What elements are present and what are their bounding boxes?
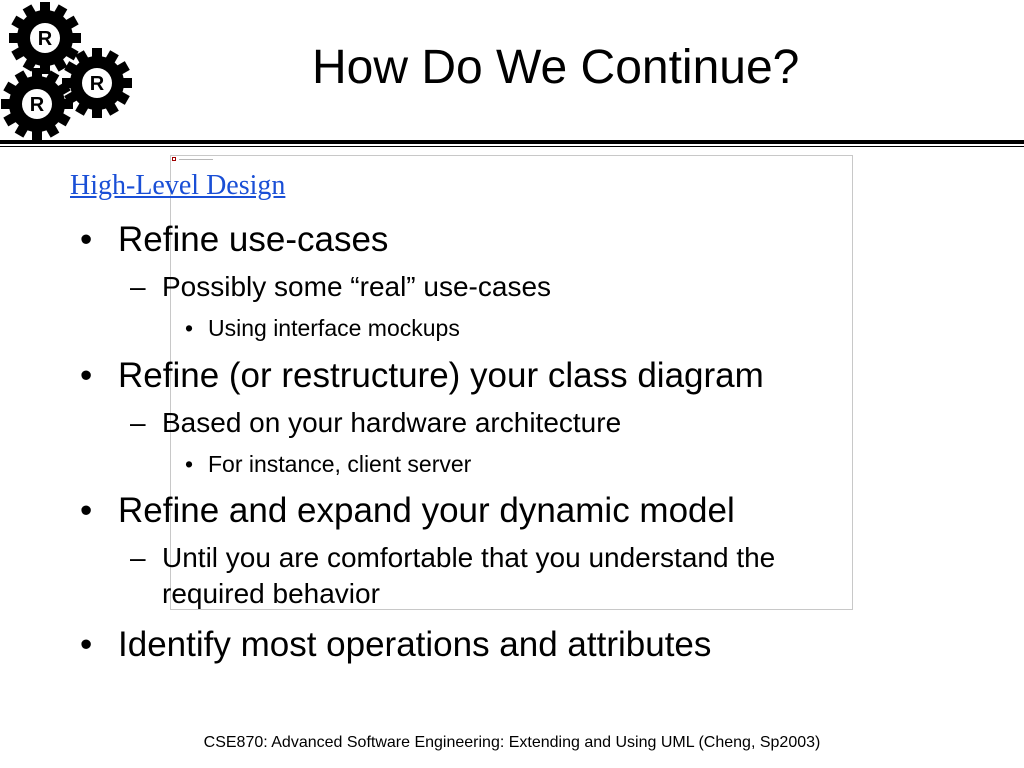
bullet-refine-use-cases: Refine use-cases xyxy=(118,220,389,259)
sub-bullet-marker: – xyxy=(130,407,146,438)
bullet-marker: • xyxy=(80,356,93,395)
title-divider-thick xyxy=(0,140,1024,144)
title-divider-thin xyxy=(0,146,1024,147)
sub-sub-bullet-marker: • xyxy=(185,315,194,341)
sub-bullet-comfortable-line-1: Until you are comfortable that you understand the xyxy=(162,542,776,573)
gear-right-letter: R xyxy=(89,73,105,95)
bullet-marker: • xyxy=(80,220,93,259)
sub-bullet-marker: – xyxy=(130,542,146,573)
sub-bullet-marker: – xyxy=(130,271,146,302)
embedded-object-caption-placeholder xyxy=(179,159,213,160)
sub-sub-bullet-interface-mockups: Using interface mockups xyxy=(208,315,460,341)
bullet-refine-dynamic-model: Refine and expand your dynamic model xyxy=(118,491,735,530)
gear-left-letter: R xyxy=(29,94,45,116)
bullet-marker: • xyxy=(80,625,93,664)
gears-logo xyxy=(0,0,140,140)
sub-sub-bullet-client-server: For instance, client server xyxy=(208,451,472,477)
broken-image-icon xyxy=(172,157,176,161)
sub-bullet-real-use-cases: Possibly some “real” use-cases xyxy=(162,271,552,302)
slide-footer: CSE870: Advanced Software Engineering: Extending and Using UML (Cheng, Sp2003) xyxy=(203,734,821,751)
sub-bullet-comfortable-line-2: required behavior xyxy=(162,578,380,609)
slide-title: How Do We Continue? xyxy=(312,41,800,94)
high-level-design-link[interactable]: High-Level Design xyxy=(70,170,286,201)
gear-top-letter: R xyxy=(37,28,53,50)
bullet-identify-operations: Identify most operations and attributes xyxy=(118,625,712,664)
bullet-marker: • xyxy=(80,491,93,530)
sub-bullet-hardware-architecture: Based on your hardware architecture xyxy=(162,407,622,438)
bullet-refine-class-diagram: Refine (or restructure) your class diagram xyxy=(118,356,764,395)
sub-sub-bullet-marker: • xyxy=(185,451,194,477)
